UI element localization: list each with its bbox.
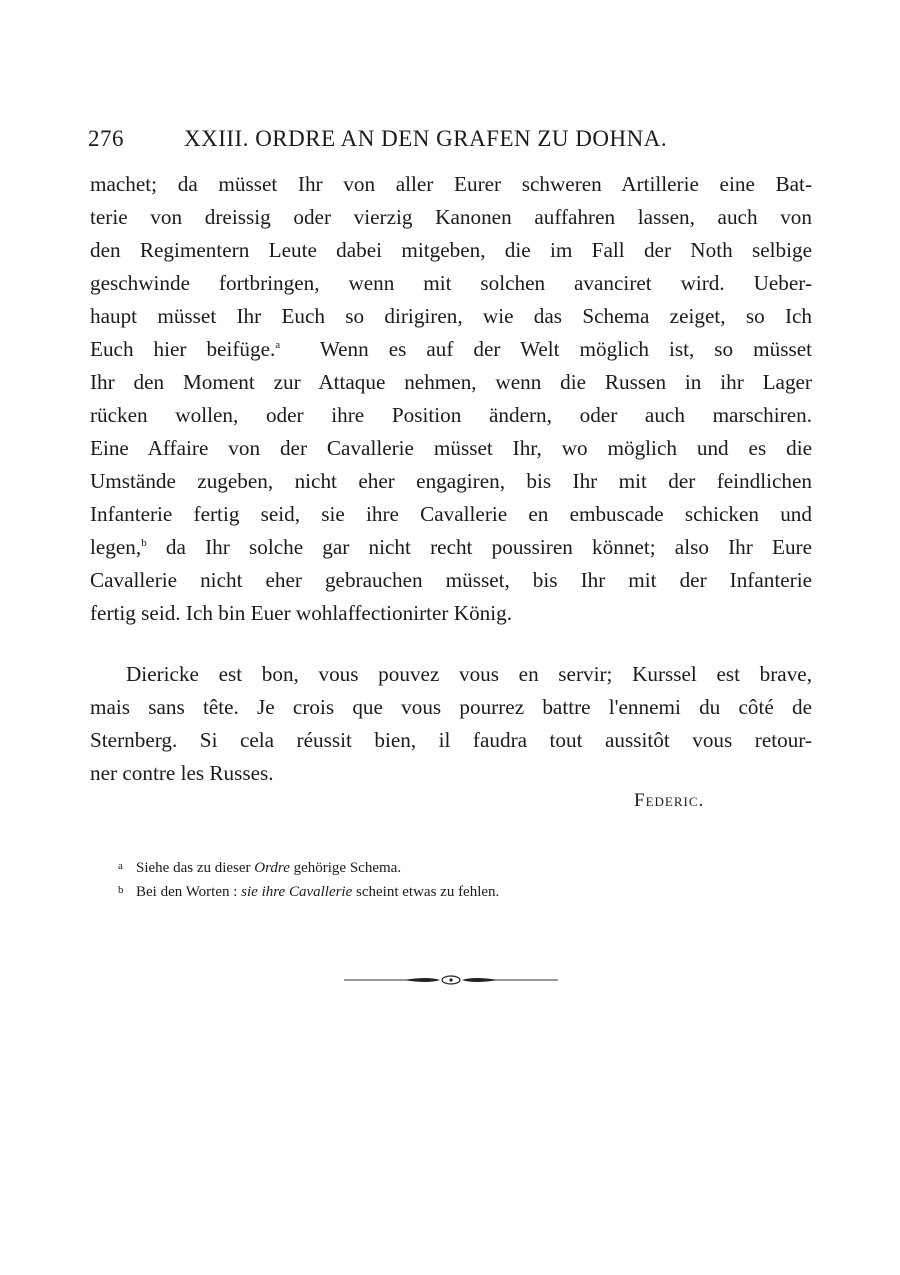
- text-line: geschwinde fortbringen, wenn mit solchen avanciret wird. Ueber-: [90, 271, 812, 295]
- text-line: Infanterie fertig seid, sie ihre Cavallerie en embuscade schicken und: [90, 502, 812, 526]
- footnote-mark: a: [118, 860, 123, 872]
- text-line: Umstände zugeben, nicht eher engagiren, bis Ihr mit der feindlichen: [90, 469, 812, 493]
- text-fragment: Euch hier beifüge.: [90, 337, 276, 361]
- footnote-italic: sie ihre Cavallerie: [241, 884, 353, 900]
- text-line: fertig seid. Ich bin Euer wohlaffectionirter König.: [90, 601, 513, 625]
- text-line: [90, 333, 812, 366]
- text-line: [90, 531, 812, 564]
- footnote-text: Siehe das zu dieser: [136, 860, 255, 876]
- running-header: [88, 126, 728, 152]
- text-line: den Regimentern Leute dabei mitgeben, die im Fall der Noth selbige: [90, 238, 812, 262]
- footnote-text: gehörige Schema.: [289, 860, 402, 876]
- text-line: Cavallerie nicht eher gebrauchen müsset, bis Ihr mit der Infanterie: [90, 568, 812, 592]
- ornament-divider: [344, 970, 558, 990]
- text-fragment: da Ihr solche gar nicht recht poussiren könnet; also Ihr Eure: [165, 535, 813, 559]
- chapter-title: XXIII. ORDRE AN DEN GRAFEN ZU DOHNA.: [184, 126, 668, 151]
- signature: Federic.: [634, 790, 705, 811]
- footnote-ref-a[interactable]: a: [275, 339, 281, 351]
- footnote-text: scheint etwas zu fehlen.: [352, 884, 500, 900]
- text-line: rücken wollen, oder ihre Position ändern, oder auch marschiren.: [90, 403, 812, 427]
- page-number: 276: [88, 126, 124, 151]
- footnote-ref-b[interactable]: b: [141, 537, 147, 549]
- text-line: haupt müsset Ihr Euch so dirigiren, wie das Schema zeiget, so Ich: [90, 304, 812, 328]
- text-line: Ihr den Moment zur Attaque nehmen, wenn die Russen in ihr Lager: [90, 370, 812, 394]
- footnote-mark: b: [118, 884, 124, 896]
- german-paragraph: [90, 168, 812, 630]
- footnote-b: [118, 879, 678, 903]
- text-line: Sternberg. Si cela réussit bien, il faudra tout aussitôt vous retour-: [90, 728, 812, 752]
- text-fragment: legen,: [90, 535, 142, 559]
- text-line: Eine Affaire von der Cavallerie müsset Ihr, wo möglich und es die: [90, 436, 812, 460]
- text-fragment: Wenn es auf der Welt möglich ist, so müsset: [319, 337, 812, 361]
- text-line: machet; da müsset Ihr von aller Eurer schweren Artillerie eine Bat-: [90, 172, 812, 196]
- footnotes: [118, 855, 678, 903]
- french-paragraph: [90, 658, 812, 790]
- text-line: ner contre les Russes.: [90, 761, 274, 785]
- text-line: Diericke est bon, vous pouvez vous en servir; Kurssel est brave,: [126, 662, 812, 686]
- text-line: terie von dreissig oder vierzig Kanonen auffahren lassen, auch von: [90, 205, 812, 229]
- footnote-italic: Ordre: [254, 860, 290, 876]
- text-line: mais sans tête. Je crois que vous pourrez battre l'ennemi du côté de: [90, 695, 812, 719]
- footnote-text: Bei den Worten :: [136, 884, 242, 900]
- footnote-a: [118, 855, 678, 879]
